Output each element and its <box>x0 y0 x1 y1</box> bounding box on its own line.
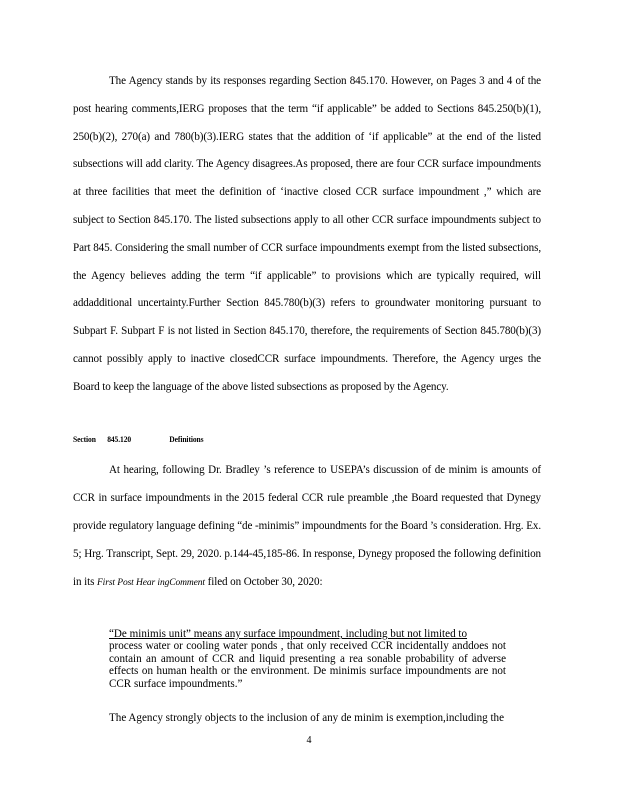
filed-text: filed on October 30, 2020: <box>207 576 323 588</box>
section-title: Definitions <box>169 435 204 444</box>
paragraph-agency-response: The Agency stands by its responses regarding Section 845.170. However, on Pages 3 and 4 of the post hearing comments,IERG proposes that the term “if applicable” be added to Sections 845.250(b)(1), 250(b)(2), 270(a) and 780(b)(3).IERG states that the addition of ‘if applicable” at the end of the listed subsections will add clarity. The Agency disagrees.As proposed, there are four CCR surface impoundments at three facilities that meet the definition of ‘inactive closed CCR surface impoundment ,” which are subject to Section 845.170. The listed subsections apply to all other CCR surface impoundments subject to Part 845. Considering the small number of CCR surface impoundments exempt from the listed subsections, the Agency believes adding the term “if applicable” to provisions which are typically required, will addadditional uncertainty.Further Section 845.780(b)(3) refers to groundwater monitoring pursuant to Subpart F. Subpart F is not listed in Section 845.170, therefore, the requirements of Section 845.780(b)(3) cannot possibly apply to inactive closedCCR surface impoundments. Therefore, the Agency urges the Board to keep the language of the above listed subsections as proposed by the Agency. <box>73 75 541 393</box>
section-heading <box>73 435 204 444</box>
section-word: Section <box>73 435 96 444</box>
paragraph-agency-objects: The Agency strongly objects to the inclusion of any de minim is exemption,including the <box>109 712 504 724</box>
hearing-paragraph <box>73 456 541 597</box>
quote-rest: process water or cooling water ponds , that only received CCR incidentally anddoes not contain an amount of CCR and liquid presenting a rea sonable probability of adverse effects on human health or the environment. De minimis surface impoundments are not CCR surface impoundments.” <box>109 640 506 690</box>
section-number: 845.120 <box>107 435 132 444</box>
body-text <box>73 68 541 402</box>
hearing-text: At hearing, following Dr. Bradley ’s reference to USEPA’s discussion of de minim is amounts of CCR in surface impoundments in the 2015 federal CCR rule preamble ,the Board requested that Dynegy provide regulatory language defining “de -minimis” impoundments for the Board ’s consideration. Hrg. Ex. 5; Hrg. Transcript, Sept. 29, 2020. p.144-45,185-86. In response, Dynegy proposed the following definition in its <box>73 464 541 588</box>
block-quote-definition <box>109 628 506 690</box>
comment-title: First Post Hear ingComment <box>96 578 205 588</box>
paragraph-hearing <box>73 456 541 597</box>
page-number: 4 <box>306 735 312 746</box>
quote-first-line: “De minimis unit” means any surface impoundment, including but not limited to <box>109 628 468 640</box>
